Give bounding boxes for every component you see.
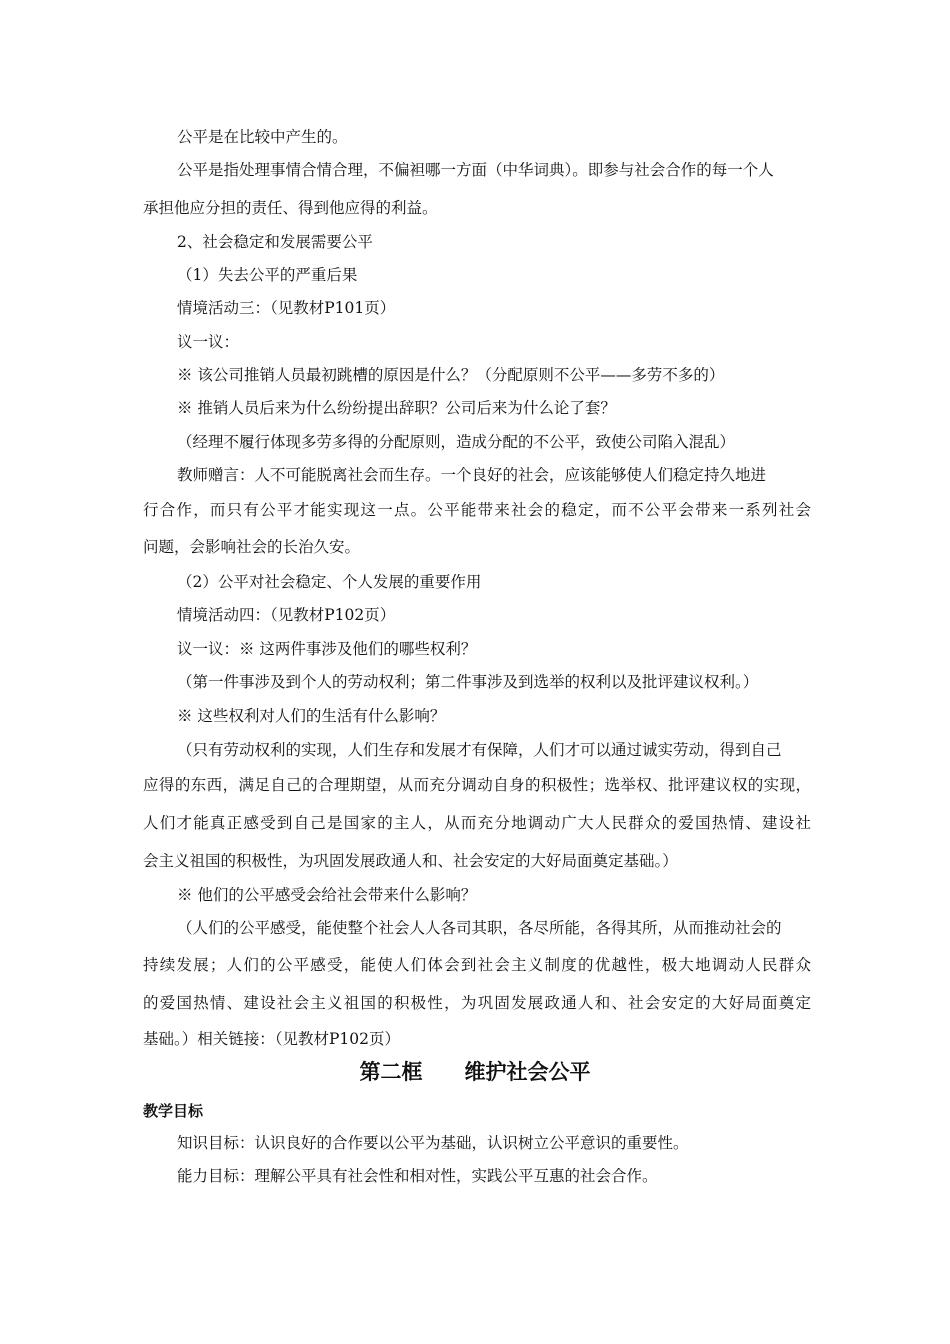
paragraph-line: 情境活动四：（见教材P102页） — [177, 606, 396, 624]
answer-line: （第一件事涉及到个人的劳动权利；第二件事涉及到选举的权利以及批评建议权利。） — [177, 673, 759, 691]
paragraph-line: 问题，会影响社会的长治久安。 — [143, 538, 361, 556]
paragraph-line: 承担他应分担的责任、得到他应得的利益。 — [143, 199, 438, 217]
answer-line: 人们才能真正感受到自己是国家的主人，从而充分地调动广大人民群众的爱国热情、建设社 — [143, 814, 811, 832]
question-line: ※ 该公司推销人员最初跳槽的原因是什么？（分配原则不公平——多劳不多的） — [177, 366, 725, 384]
question-line: 议一议：※ 这两件事涉及他们的哪些权利？ — [177, 640, 477, 658]
subheading-line: （2）公平对社会稳定、个人发展的重要作用 — [177, 573, 482, 591]
answer-line: 的爱国热情、建设社会主义祖国的积极性，为巩固发展政通人和、社会安定的大好局面奠定 — [143, 994, 811, 1012]
paragraph-line: 公平是指处理事情合情合理，不偏袒哪一方面（中华词典）。即参与社会合作的每一个人 — [177, 161, 774, 179]
answer-line: 会主义祖国的积极性，为巩固发展政通人和、社会安定的大好局面奠定基础。） — [143, 852, 678, 870]
objective-line: 知识目标：认识良好的合作要以公平为基础，认识树立公平意识的重要性。 — [177, 1134, 689, 1152]
paragraph-line: 公平是在比较中产生的。 — [177, 128, 348, 146]
paragraph-line: 行合作，而只有公平才能实现这一点。公平能带来社会的稳定，而不公平会带来一系列社会 — [143, 501, 811, 519]
subheading-line: （1）失去公平的严重后果 — [177, 266, 358, 284]
answer-line: 应得的东西，满足自己的合理期望，从而充分调动自身的积极性；选举权、批评建议权的实现， — [143, 776, 811, 794]
heading-line: 2、社会稳定和发展需要公平 — [177, 233, 373, 251]
question-line: ※ 这些权利对人们的生活有什么影响？ — [177, 707, 446, 725]
section-title: 第二框 维护社会公平 — [359, 1060, 591, 1084]
answer-line: （人们的公平感受，能使整个社会人人各司其职，各尽所能，各得其所，从而推动社会的 — [177, 919, 782, 937]
question-line: ※ 推销人员后来为什么纷纷提出辞职？公司后来为什么论了套？ — [177, 399, 616, 417]
paragraph-line: 教师赠言：人不可能脱离社会而生存。一个良好的社会，应该能够使人们稳定持久地进 — [177, 466, 767, 484]
objective-line: 能力目标：理解公平具有社会性和相对性，实践公平互惠的社会合作。 — [177, 1167, 658, 1185]
answer-line: 持续发展；人们的公平感受，能使人们体会到社会主义制度的优越性，极大地调动人民群众 — [143, 956, 811, 974]
paragraph-line: 情境活动三：（见教材P101页） — [177, 299, 396, 317]
paragraph-line: 议一议： — [177, 333, 240, 351]
objectives-heading: 教学目标 — [143, 1102, 204, 1120]
answer-line: （只有劳动权利的实现，人们生存和发展才有保障，人们才可以通过诚实劳动，得到自己 — [177, 741, 782, 759]
answer-line: （经理不履行体现多劳多得的分配原则，造成分配的不公平，致使公司陷入混乱） — [177, 433, 736, 451]
question-line: ※ 他们的公平感受会给社会带来什么影响？ — [177, 886, 477, 904]
answer-line: 基础。）相关链接：（见教材P102页） — [143, 1030, 401, 1048]
